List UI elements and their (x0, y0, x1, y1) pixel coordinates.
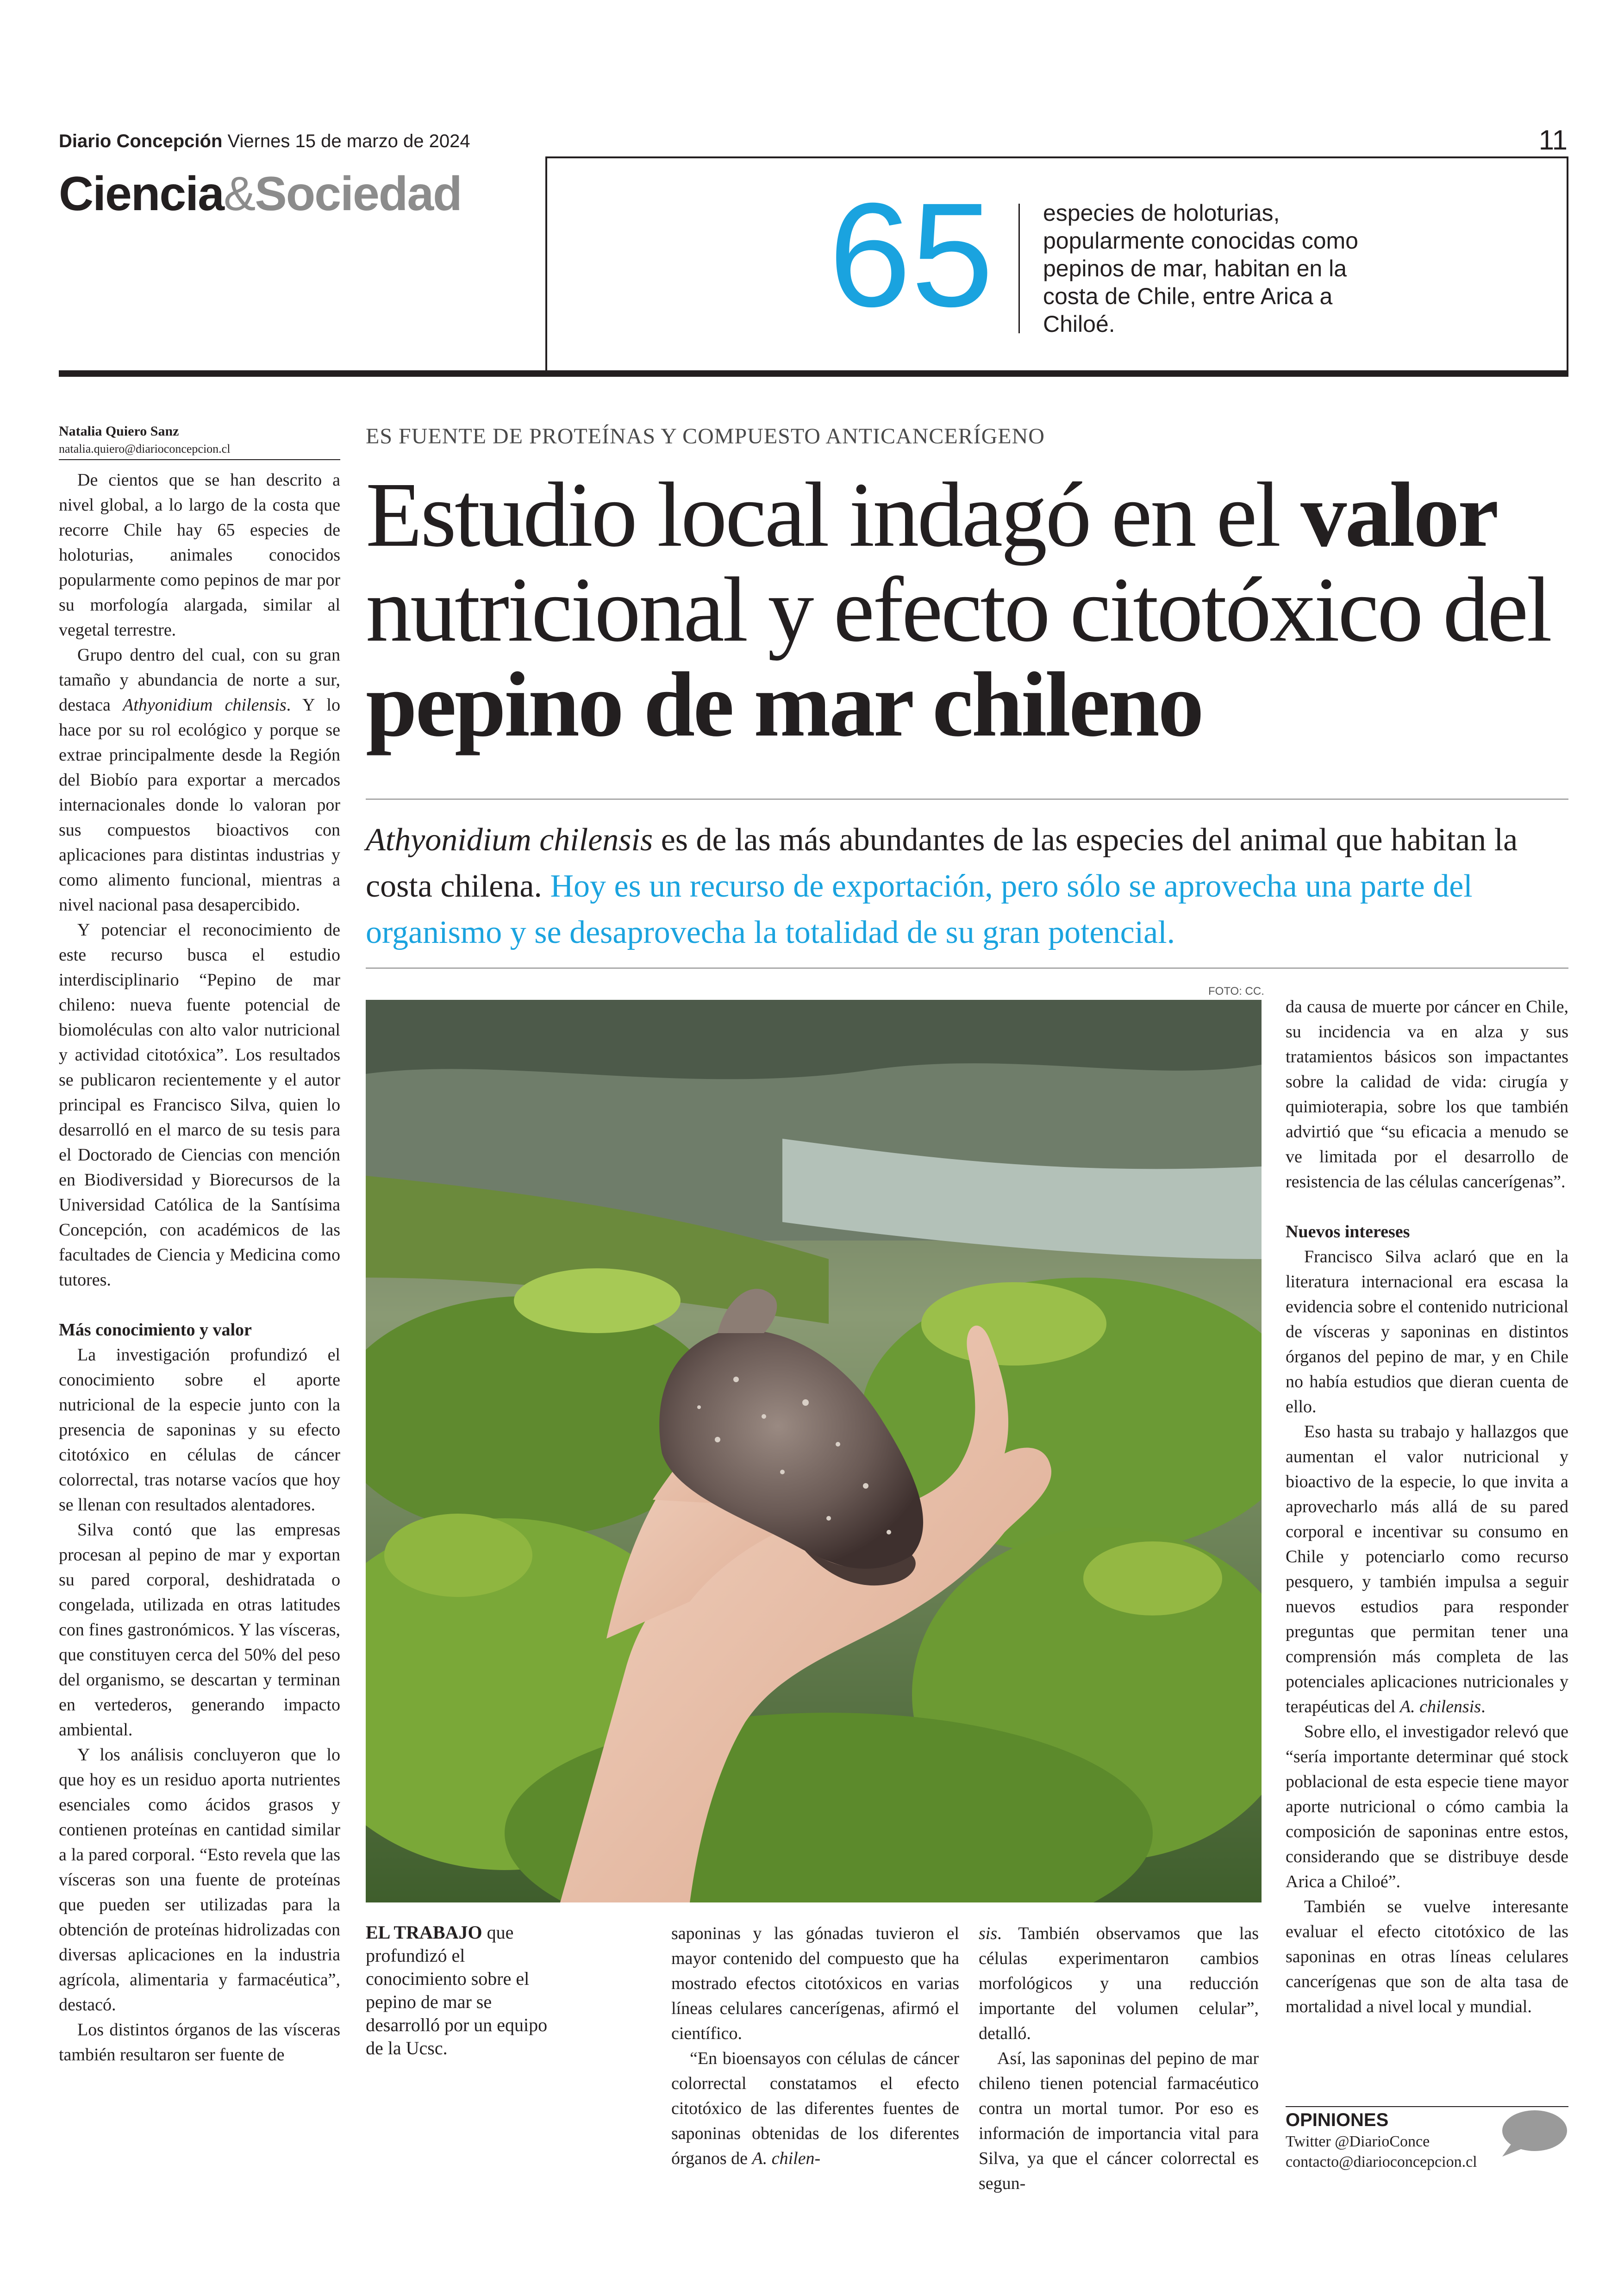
paragraph (979, 1921, 1259, 2046)
paragraph: Silva contó que las empresas procesan al pepino de mar y exportan su pared corporal, deshidratada o congelada, utilizada en otras latitudes con fines gastronómicos. Y las vísceras, que constituyen cerca del 50% del peso del organismo, se descartan y terminan en vertederos, generando impacto ambiental. (59, 1520, 340, 1740)
headline (366, 464, 1579, 756)
headline-part-c: nutricional y efecto citotóxico del (366, 559, 1551, 661)
photo-credit: FOTO: CC. (1208, 985, 1264, 998)
photo-caption (366, 1921, 560, 2060)
section-amp: & (223, 167, 255, 221)
caption-text: que profundizó el conocimiento sobre el pepino de mar se desarrolló por un equipo de la Ucsc. (366, 1922, 548, 2058)
paragraph: También se vuelve interesante evaluar el efecto citotóxico de las saponinas en otras líneas celulares cancerígenas que son de alta tasa de mortalidad a nivel local y mundial. (1286, 1897, 1568, 2016)
paragraph (59, 642, 340, 917)
subheading: Más conocimiento y valor (59, 1320, 252, 1340)
text-run: “En bioensayos con células de cáncer colorrectal constatamos el efecto citotóxico de las diferentes fuentes de saponinas obtenidas de los diferentes órganos de (671, 2049, 959, 2168)
stat-text: especies de holoturias, popularmente conocidas como pepinos de mar, habitan en la costa de Chile, entre Arica a Chiloé. (1043, 200, 1358, 337)
deck-plain: es de las más abundantes de las especies del animal que habitan la costa chilena. (366, 822, 1518, 904)
byline-email[interactable]: natalia.quiero@diarioconcepcion.cl (59, 442, 231, 455)
species-name: sis (979, 1924, 998, 1943)
issue-date: Viernes 15 de marzo de 2024 (227, 131, 470, 151)
headline-part-a: Estudio local indagó en el (366, 464, 1301, 566)
sea-cucumber-photo (366, 1000, 1262, 1902)
header-rule (59, 370, 1568, 377)
paragraph: Y potenciar el reconocimiento de este recurso busca el estudio interdisciplinario “Pepino de mar chileno: nueva fuente potencial de biomoléculas con alto valor nutricional y actividad citotóxica”. Los resultados se publicaron recientemente y el autor principal es Francisco Silva, quien lo desarrolló en el marco de su tesis para el Doctorado de Ciencias con mención en Biodiversidad y Biorecursos de la Universidad Católica de la Santísima Concepción, con académicos de las facultades de Ciencia y Medicina como tutores. (59, 920, 340, 1290)
article-photo (366, 1000, 1262, 1902)
headline-part-d: pepino de mar chileno (366, 654, 1202, 756)
byline-rule (59, 459, 340, 460)
paper-name: Diario Concepción (59, 131, 223, 151)
opinions-twitter[interactable]: Twitter @DiarioConce (1286, 2133, 1430, 2150)
text-run: . (1481, 1697, 1486, 1716)
page-number: 11 (1538, 125, 1568, 156)
text-run: Grupo dentro del cual, con su gran tamaño y abundancia de norte a sur, destaca (59, 645, 340, 715)
species-name: Athyonidium chilensis (123, 695, 287, 715)
headline-rule (366, 798, 1568, 800)
paragraph (1286, 1419, 1568, 1719)
text-run: . También observamos que las células experimentaron cambios morfológicos y una reducción importante del volumen celular”, detalló. (979, 1924, 1259, 2043)
subheading: Nuevos intereses (1286, 1222, 1410, 1241)
text-run: Eso hasta su trabajo y hallazgos que aumentan el valor nutricional y bioactivo de la especie, lo que invita a aprovecharlo más allá de su pared corporal e incentivar su consumo en Chile y potenciarlo como recurso pesquero, y también impulsa a seguir nuevos estudios para responder preguntas que permitan tener una comprensión más completa de las potenciales aplicaciones nutricionales y terapéuticas del (1286, 1422, 1568, 1716)
paragraph: Los distintos órganos de las vísceras también resultaron ser fuente de (59, 2020, 340, 2064)
opinions-title: OPINIONES (1286, 2110, 1389, 2130)
opinions-rule (1286, 2106, 1568, 2107)
byline-author: Natalia Quiero Sanz (59, 424, 179, 439)
paragraph: saponinas y las gónadas tuvieron el mayor contenido del compuesto que ha mostrado efectos citotóxicos en varias líneas celulares cancerígenas, afirmó el científico. (671, 1924, 959, 2043)
deck-species: Athyonidium chilensis (366, 822, 653, 858)
headline-part-b: valor (1300, 464, 1497, 566)
paragraph: da causa de muerte por cáncer en Chile, su incidencia va en alza y sus tratamientos básicos son impactantes sobre la calidad de vida: cirugía y quimioterapia, sobre los que también advirtió que “su eficacia a menudo se ve limitada por el desarrollo de resistencia de las células cancerígenas”. (1286, 997, 1568, 1191)
stat-number: 65 (829, 172, 993, 337)
section-part1: Ciencia (59, 167, 224, 221)
paragraph (671, 2046, 959, 2171)
section-title (59, 167, 462, 222)
paragraph: Así, las saponinas del pepino de mar chileno tienen potencial farmacéutico contra un mortal tumor. Por eso es información de importancia vital para Silva, ya que el cáncer colorrectal es segun- (979, 2049, 1259, 2193)
header-meta (59, 131, 470, 152)
deck-highlight: Hoy es un recurso de exportación, pero sólo se aprovecha una parte del organismo y se desaprovecha la totalidad de su gran potencial. (366, 868, 1473, 950)
article-column-1 (59, 468, 340, 2067)
article-column-4 (979, 1921, 1259, 2196)
paragraph: Francisco Silva aclaró que en la literatura internacional era escasa la evidencia sobre el contenido nutricional de vísceras y saponinas en distintos órganos del pepino de mar, y en Chile no había estudios que dieran cuenta de ello. (1286, 1247, 1568, 1416)
paragraph: De cientos que se han descrito a nivel global, a lo largo de la costa que recorre Chile hay 65 especies de holoturias, animales conocidos popularmente como pepinos de mar por su morfología alargada, similar al vegetal terrestre. (59, 470, 340, 640)
stat-divider (1018, 204, 1020, 333)
section-part2: Sociedad (255, 167, 462, 221)
deck (366, 817, 1568, 956)
paragraph: Y los análisis concluyeron que lo que hoy es un residuo aporta nutrientes esenciales como ácidos grasos y contienen proteínas en cantidad similar a la pared corporal. “Esto revela que las vísceras son una fuente de proteínas que pueden ser utilizadas para la obtención de proteínas hidrolizadas con diversas aplicaciones en la industria agrícola, alimentaria y farmacéutica”, destacó. (59, 1745, 340, 2014)
article-column-3 (671, 1921, 959, 2171)
kicker: ES FUENTE DE PROTEÍNAS Y COMPUESTO ANTICANCERÍGENO (366, 424, 1045, 449)
text-run: . Y lo hace por su rol ecológico y porque se extrae principalmente desde la Región del Biobío para exportar a mercados internacionales donde lo valoran por sus compuestos bioactivos con aplicaciones para distintas industrias y como alimento funcional, mientras a nivel nacional pasa desapercibido. (59, 695, 340, 915)
paragraph: La investigación profundizó el conocimiento sobre el aporte nutricional de la especie junto con la presencia de saponinas y su efecto citotóxico en células de cáncer colorrectal, tras notarse vacíos que hoy se llenan con resultados alentadores. (59, 1345, 340, 1515)
species-name: A. chilen- (752, 2149, 821, 2168)
caption-lead: EL TRABAJO (366, 1922, 482, 1943)
article-column-5 (1286, 994, 1568, 2019)
species-name: A. chilensis (1399, 1697, 1481, 1716)
opinions-contact[interactable]: contacto@diarioconcepcion.cl (1286, 2153, 1477, 2170)
speech-bubble-icon (1498, 2108, 1568, 2158)
deck-rule (366, 967, 1568, 969)
paragraph: Sobre ello, el investigador relevó que “sería importante determinar qué stock poblacional de esta especie tiene mayor aporte nutricional o cómo cambia la composición de saponinas entre estos, considerando que se distribuye desde Arica a Chiloé”. (1286, 1722, 1568, 1891)
